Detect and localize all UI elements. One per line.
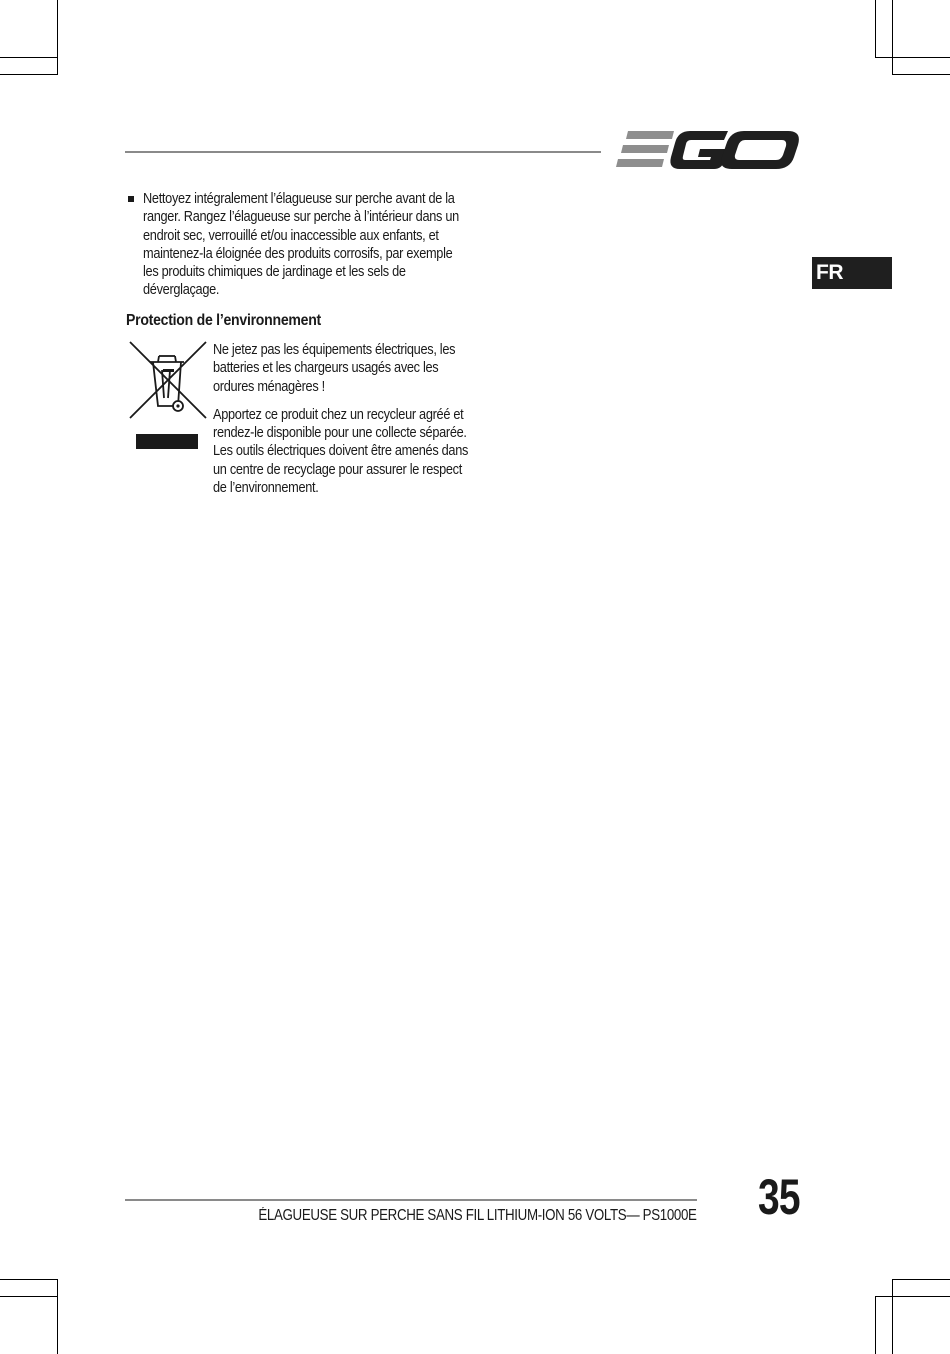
page-number: 35 bbox=[758, 1169, 800, 1225]
section-title: Protection de l’environnement bbox=[126, 312, 321, 329]
logo-e-bars bbox=[616, 131, 674, 167]
language-tab: FR bbox=[812, 257, 892, 289]
crop-mark bbox=[892, 0, 893, 74]
environment-paragraph: Ne jetez pas les équipements électriques, les batteries et les chargeurs usagés avec les ordures ménagères ! bbox=[213, 342, 456, 395]
weee-crossed-bin-icon bbox=[128, 340, 208, 452]
crop-mark bbox=[0, 1296, 58, 1297]
crop-mark bbox=[875, 0, 876, 58]
header-rule bbox=[125, 151, 601, 153]
environment-paragraph: Apportez ce produit chez un recycleur agréé et rendez-le disponible pour une collecte séparée. Les outils électriques doivent être amenés dans un centre de recyclage pour assurer le respect de l’environnement. bbox=[213, 406, 469, 497]
crop-mark bbox=[875, 1296, 876, 1354]
storage-bullet-text: Nettoyez intégralement l’élagueuse sur perche avant de la ranger. Rangez l’élagueuse sur perche à l’intérieur dans un endroit sec, verrouillé et/ou inaccessible aux enfants, et maintenez-la éloignée des produits corrosifs, par exemple les produits chimiques de jardinage et les sels de déverglaçage. bbox=[143, 191, 459, 299]
footer-rule bbox=[125, 1199, 697, 1201]
bullet-square-icon bbox=[128, 196, 134, 202]
logo-letter-o bbox=[721, 131, 799, 169]
crop-mark bbox=[892, 74, 950, 75]
crop-mark bbox=[875, 1296, 950, 1297]
crop-mark bbox=[57, 0, 58, 74]
crop-mark bbox=[892, 1279, 950, 1280]
crop-mark bbox=[57, 1279, 58, 1354]
crop-mark bbox=[0, 57, 58, 58]
footer-product-line: ÉLAGUEUSE SUR PERCHE SANS FIL LITHIUM-ION 56 VOLTS— PS1000E bbox=[258, 1207, 697, 1224]
ego-logo bbox=[616, 127, 800, 173]
storage-bullet bbox=[128, 190, 468, 300]
crop-mark bbox=[875, 57, 950, 58]
environment-text bbox=[213, 341, 483, 507]
crop-mark bbox=[0, 74, 58, 75]
crop-mark bbox=[0, 1279, 58, 1280]
crop-mark bbox=[892, 1279, 893, 1354]
logo-letter-g bbox=[670, 131, 728, 169]
